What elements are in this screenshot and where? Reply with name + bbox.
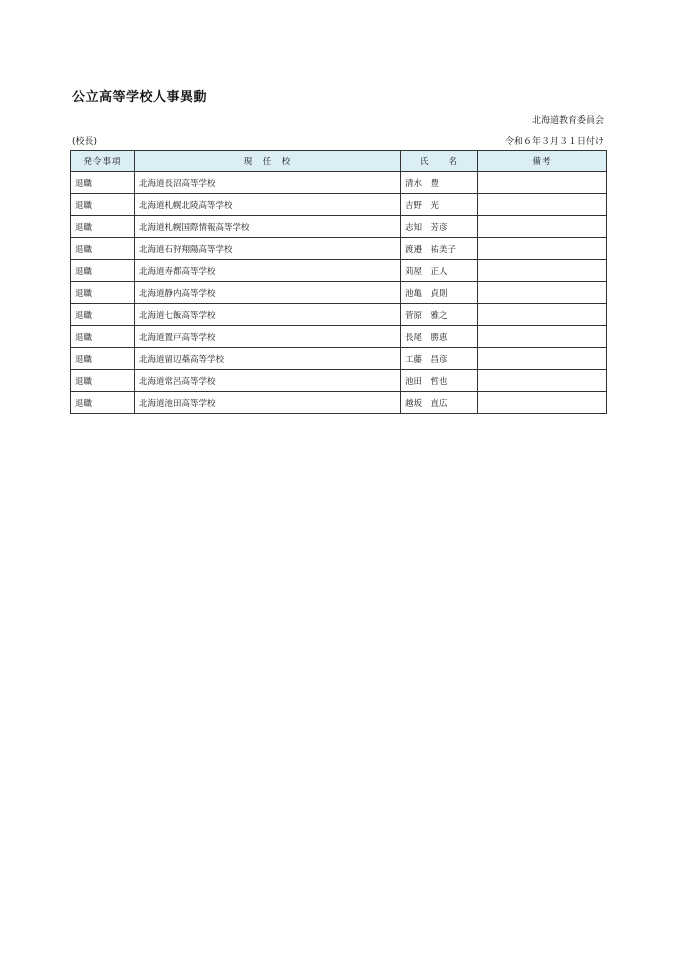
school-cell: 北海道静内高等学校 bbox=[135, 282, 401, 304]
table-row bbox=[71, 260, 607, 282]
effective-date: 令和６年３月３１日付け bbox=[504, 137, 604, 147]
name-cell: 池田 哲也 bbox=[401, 370, 478, 392]
action-cell: 退職 bbox=[71, 238, 135, 260]
name-cell: 苅屋 正人 bbox=[401, 260, 478, 282]
remarks-cell bbox=[478, 304, 607, 326]
header-action: 発令事項 bbox=[71, 151, 135, 172]
table-row bbox=[71, 282, 607, 304]
category-label: (校長) bbox=[72, 137, 98, 147]
action-cell: 退職 bbox=[71, 304, 135, 326]
table-row bbox=[71, 348, 607, 370]
remarks-cell bbox=[478, 282, 607, 304]
school-cell: 北海道石狩翔陽高等学校 bbox=[135, 238, 401, 260]
table-row bbox=[71, 194, 607, 216]
action-cell: 退職 bbox=[71, 370, 135, 392]
header-remarks: 備考 bbox=[478, 151, 607, 172]
header-name: 氏 名 bbox=[401, 151, 478, 172]
table-row bbox=[71, 172, 607, 194]
name-cell: 越坂 直広 bbox=[401, 392, 478, 414]
action-cell: 退職 bbox=[71, 194, 135, 216]
table-row bbox=[71, 238, 607, 260]
table-row bbox=[71, 304, 607, 326]
school-cell: 北海道札幌北陵高等学校 bbox=[135, 194, 401, 216]
name-cell: 渡邉 祐美子 bbox=[401, 238, 478, 260]
action-cell: 退職 bbox=[71, 282, 135, 304]
action-cell: 退職 bbox=[71, 260, 135, 282]
name-cell: 清水 豊 bbox=[401, 172, 478, 194]
remarks-cell bbox=[478, 260, 607, 282]
remarks-cell bbox=[478, 194, 607, 216]
remarks-cell bbox=[478, 348, 607, 370]
issuer-label: 北海道教育委員会 bbox=[531, 116, 604, 126]
table-row bbox=[71, 392, 607, 414]
personnel-table bbox=[70, 150, 607, 414]
remarks-cell bbox=[478, 216, 607, 238]
table-row bbox=[71, 370, 607, 392]
remarks-cell bbox=[478, 370, 607, 392]
name-cell: 長尾 勝恵 bbox=[401, 326, 478, 348]
school-cell: 北海道七飯高等学校 bbox=[135, 304, 401, 326]
action-cell: 退職 bbox=[71, 216, 135, 238]
table-header-row bbox=[71, 151, 607, 172]
name-cell: 志知 芳彦 bbox=[401, 216, 478, 238]
school-cell: 北海道寿都高等学校 bbox=[135, 260, 401, 282]
school-cell: 北海道長沼高等学校 bbox=[135, 172, 401, 194]
remarks-cell bbox=[478, 392, 607, 414]
school-cell: 北海道置戸高等学校 bbox=[135, 326, 401, 348]
header-school: 現 任 校 bbox=[135, 151, 401, 172]
table-row bbox=[71, 326, 607, 348]
name-cell: 池亀 貞則 bbox=[401, 282, 478, 304]
school-cell: 北海道池田高等学校 bbox=[135, 392, 401, 414]
remarks-cell bbox=[478, 238, 607, 260]
school-cell: 北海道留辺蘂高等学校 bbox=[135, 348, 401, 370]
action-cell: 退職 bbox=[71, 348, 135, 370]
remarks-cell bbox=[478, 326, 607, 348]
school-cell: 北海道札幌国際情報高等学校 bbox=[135, 216, 401, 238]
name-cell: 菅原 雅之 bbox=[401, 304, 478, 326]
name-cell: 工藤 昌彦 bbox=[401, 348, 478, 370]
school-cell: 北海道常呂高等学校 bbox=[135, 370, 401, 392]
page-title: 公立高等学校人事異動 bbox=[72, 90, 208, 105]
action-cell: 退職 bbox=[71, 326, 135, 348]
remarks-cell bbox=[478, 172, 607, 194]
action-cell: 退職 bbox=[71, 172, 135, 194]
name-cell: 吉野 光 bbox=[401, 194, 478, 216]
table-row bbox=[71, 216, 607, 238]
action-cell: 退職 bbox=[71, 392, 135, 414]
